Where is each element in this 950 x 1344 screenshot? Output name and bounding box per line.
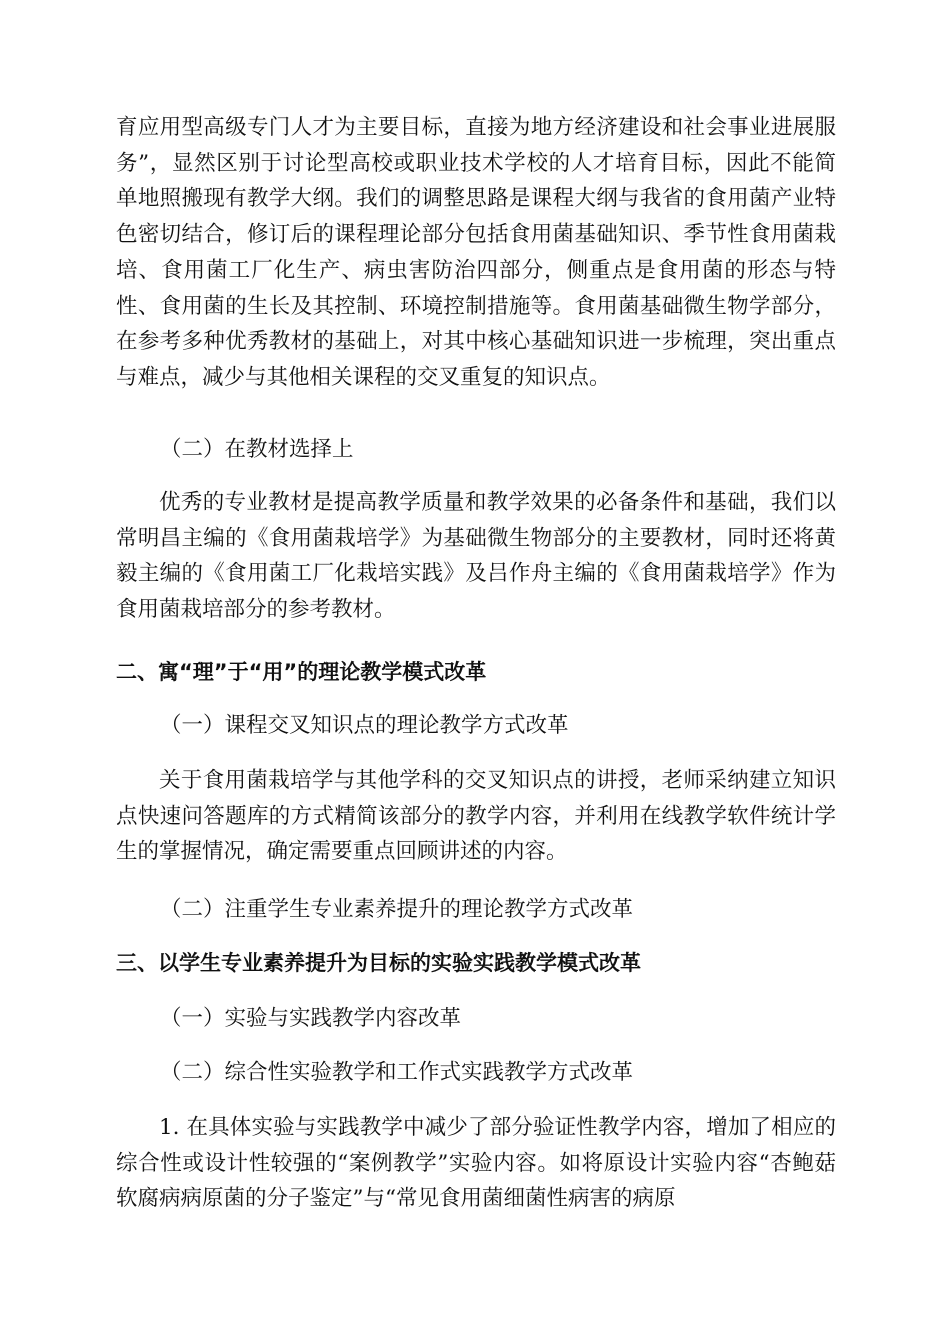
subheading-textbook-selection: （二）在教材选择上 [160,437,354,462]
paragraph-cross-knowledge: 关于食用菌栽培学与其他学科的交叉知识点的讲授，老师采纳建立知识点快速问答题库的方式精简该部分的教学内容，并利用在线教学软件统计学生的掌握情况，确定需要重点回顾讲述的内容。 [116,768,836,865]
heading-practice-teaching-reform: 三、以学生专业素养提升为目标的实验实践教学模式改革 [116,951,641,975]
paragraph-textbooks: 优秀的专业教材是提高教学质量和教学效果的必备条件和基础，我们以常明昌主编的《食用菌栽培学》为基础微生物部分的主要教材，同时还将黄毅主编的《食用菌工厂化栽培实践》及吕作舟主编的《食用菌栽培学》作为食用菌栽培部分的参考教材。 [116,490,836,623]
paragraph-curriculum-outline: 育应用型高级专门人才为主要目标，直接为地方经济建设和社会事业进展服务”，显然区别于讨论型高校或职业技术学校的人才培育目标，因此不能简单地照搬现有教学大纲。我们的调整思路是课程大纲与我省的食用菌产业特色密切结合，修订后的课程理论部分包括食用菌基础知识、季节性食用菌栽培、食用菌工厂化生产、病虫害防治四部分，侧重点是食用菌的形态与特性、食用菌的生长及其控制、环境控制措施等。食用菌基础微生物学部分，在参考多种优秀教材的基础上，对其中核心基础知识进一步梳理，突出重点与难点，减少与其他相关课程的交叉重复的知识点。 [116,115,836,390]
heading-theory-teaching-reform: 二、寓“理”于“用”的理论教学模式改革 [116,660,487,684]
paragraph-case-teaching: 1. 在具体实验与实践教学中减少了部分验证性教学内容，增加了相应的综合性或设计性较强的“案例教学”实验内容。如将原设计实验内容“杏鲍菇软腐病病原菌的分子鉴定”与“常见食用菌细菌性病害的病原 [116,1115,836,1212]
subheading-cross-knowledge: （一）课程交叉知识点的理论教学方式改革 [160,713,569,738]
subheading-professional-literacy: （二）注重学生专业素养提升的理论教学方式改革 [160,897,634,922]
subheading-comprehensive-experiment: （二）综合性实验教学和工作式实践教学方式改革 [160,1060,634,1085]
subheading-experiment-content: （一）实验与实践教学内容改革 [160,1006,462,1031]
